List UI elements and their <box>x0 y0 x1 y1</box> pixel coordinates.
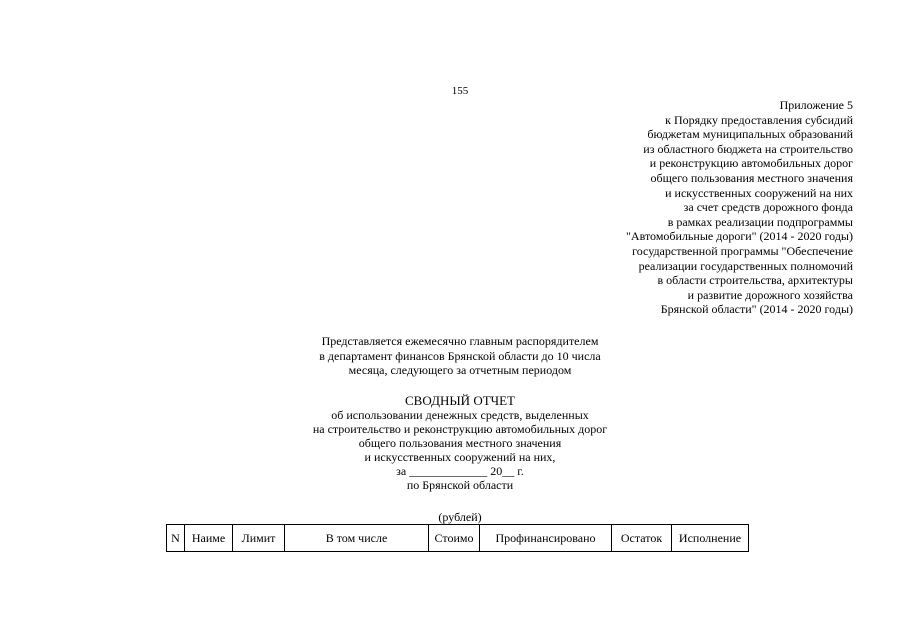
appendix-line: общего пользования местного значения <box>650 170 853 185</box>
column-header-including: В том числе <box>285 525 429 552</box>
units-label: (рублей) <box>438 510 482 524</box>
appendix-line: за счет средств дорожного фонда <box>683 200 853 215</box>
appendix-line: из областного бюджета на строительство <box>643 141 853 156</box>
column-header-remainder: Остаток <box>612 525 672 552</box>
appendix-line: в области строительства, архитектуры <box>657 273 853 288</box>
submission-note <box>270 334 650 378</box>
report-heading <box>250 393 670 492</box>
appendix-line: и искусственных сооружений на них <box>665 185 853 200</box>
report-title: СВОДНЫЙ ОТЧЕТ <box>405 393 515 408</box>
column-header-limit: Лимит <box>233 525 285 552</box>
column-header-execution: Исполнение <box>672 525 749 552</box>
submission-note-line: месяца, следующего за отчетным периодом <box>348 363 572 378</box>
appendix-line: "Автомобильные дороги" (2014 - 2020 годы) <box>626 229 853 244</box>
submission-note-line: Представляется ежемесячно главным распорядителем <box>321 334 599 348</box>
report-period-line: за _____________ 20__ г. <box>396 464 524 478</box>
report-subtitle-line: на строительство и реконструкцию автомобильных дорог <box>312 422 608 436</box>
column-header-financed: Профинансировано <box>480 525 612 552</box>
appendix-line: Брянской области" (2014 - 2020 годы) <box>660 302 853 317</box>
table-header-row <box>167 525 749 552</box>
appendix-line: Приложение 5 <box>779 98 853 112</box>
column-header-cost: Стоимо <box>429 525 480 552</box>
appendix-line: и развитие дорожного хозяйства <box>687 287 853 302</box>
report-region-line: по Брянской области <box>406 478 514 492</box>
column-header-name: Наиме <box>185 525 233 552</box>
submission-note-line: в департамент финансов Брянской области до 10 числа <box>319 348 601 363</box>
report-subtitle-line: общего пользования местного значения <box>358 436 562 450</box>
appendix-line: к Порядку предоставления субсидий <box>665 112 853 127</box>
appendix-line: государственной программы "Обеспечение <box>632 243 853 258</box>
page-number: 155 <box>451 85 469 97</box>
appendix-block <box>553 98 853 317</box>
column-header-number: N <box>167 525 185 552</box>
appendix-line: бюджетам муниципальных образований <box>647 127 853 142</box>
report-table <box>166 524 749 552</box>
appendix-line: в рамках реализации подпрограммы <box>667 214 853 229</box>
report-subtitle-line: и искусственных сооружений на них, <box>364 450 556 464</box>
report-subtitle-line: об использовании денежных средств, выделенных <box>331 408 589 422</box>
appendix-line: реализации государственных полномочий <box>638 258 853 273</box>
appendix-line: и реконструкцию автомобильных дорог <box>649 156 853 171</box>
